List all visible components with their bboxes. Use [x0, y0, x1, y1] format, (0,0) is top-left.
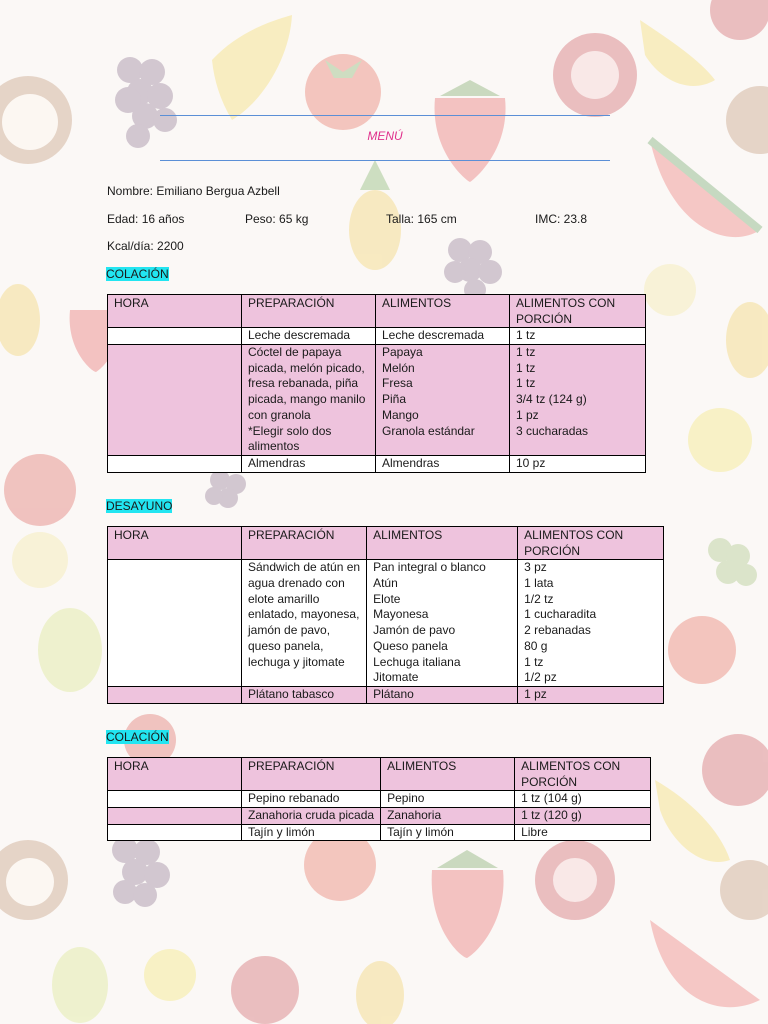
table-row: [108, 345, 646, 456]
header-porcion: ALIMENTOS CON PORCIÓN: [515, 758, 651, 791]
table-row: [108, 791, 651, 808]
alimentos-cell: Almendras: [376, 455, 510, 472]
patient-weight: Peso: 65 kg: [245, 212, 309, 226]
porcion-cell: 1 tz (120 g): [515, 808, 651, 825]
section-title: COLACIÓN: [106, 267, 169, 281]
page-title: MENÚ: [367, 129, 403, 143]
header-preparacion: PREPARACIÓN: [242, 758, 381, 791]
preparacion-cell: Pepino rebanado: [242, 791, 381, 808]
preparacion-cell: Cóctel de papaya picada, melón picado, fresa rebanada, piña picada, mango manilo con granola *Elegir solo dos alimentos: [242, 345, 376, 456]
preparacion-cell: Almendras: [242, 455, 376, 472]
porcion-cell: 1 pz: [518, 686, 664, 703]
patient-bmi: IMC: 23.8: [535, 212, 588, 226]
meal-table: [107, 526, 664, 704]
porcion-cell: 1 tz (104 g): [515, 791, 651, 808]
patient-height: Talla: 165 cm: [386, 212, 457, 226]
preparacion-cell: Plátano tabasco: [242, 686, 367, 703]
preparacion-cell: Leche descremada: [242, 328, 376, 345]
alimentos-cell: Leche descremada: [376, 328, 510, 345]
table-row: [108, 328, 646, 345]
header-porcion: ALIMENTOS CON PORCIÓN: [518, 527, 664, 560]
alimentos-cell: Zanahoria: [381, 808, 515, 825]
meal-table: [107, 294, 646, 473]
table-row: [108, 455, 646, 472]
alimentos-cell: Pan integral o blanco Atún Elote Mayonesa Jamón de pavo Queso panela Lechuga italiana Jitomate: [367, 560, 518, 687]
header-hora: HORA: [108, 758, 242, 791]
porcion-cell: 1 tz 1 tz 1 tz 3/4 tz (124 g) 1 pz 3 cucharadas: [510, 345, 646, 456]
alimentos-cell: Plátano: [367, 686, 518, 703]
preparacion-cell: Tajín y limón: [242, 824, 381, 841]
hora-cell: [108, 686, 242, 703]
porcion-cell: 3 pz 1 lata 1/2 tz 1 cucharadita 2 rebanadas 80 g 1 tz 1/2 pz: [518, 560, 664, 687]
header-hora: HORA: [108, 295, 242, 328]
section-title: COLACIÓN: [106, 730, 169, 744]
hora-cell: [108, 808, 242, 825]
preparacion-cell: Zanahoria cruda picada: [242, 808, 381, 825]
alimentos-cell: Papaya Melón Fresa Piña Mango Granola estándar: [376, 345, 510, 456]
header-porcion: ALIMENTOS CON PORCIÓN: [510, 295, 646, 328]
header-preparacion: PREPARACIÓN: [242, 295, 376, 328]
header-hora: HORA: [108, 527, 242, 560]
patient-name: Nombre: Emiliano Bergua Azbell: [107, 184, 280, 198]
header-alimentos: ALIMENTOS: [367, 527, 518, 560]
table-row: [108, 824, 651, 841]
section-title: DESAYUNO: [106, 499, 173, 513]
table-header-row: [108, 758, 651, 791]
meal-table: [107, 757, 651, 841]
porcion-cell: 10 pz: [510, 455, 646, 472]
porcion-cell: Libre: [515, 824, 651, 841]
table-row: [108, 686, 664, 703]
table-header-row: [108, 527, 664, 560]
table-row: [108, 560, 664, 687]
patient-kcal: Kcal/día: 2200: [107, 239, 184, 253]
hora-cell: [108, 455, 242, 472]
header-preparacion: PREPARACIÓN: [242, 527, 367, 560]
alimentos-cell: Pepino: [381, 791, 515, 808]
hora-cell: [108, 824, 242, 841]
table-row: [108, 808, 651, 825]
title-rule-bottom: [160, 160, 610, 161]
header-alimentos: ALIMENTOS: [376, 295, 510, 328]
title-rule-top: [160, 115, 610, 116]
hora-cell: [108, 328, 242, 345]
hora-cell: [108, 560, 242, 687]
preparacion-cell: Sándwich de atún en agua drenado con elote amarillo enlatado, mayonesa, jamón de pavo, queso panela, lechuga y jitomate: [242, 560, 367, 687]
table-header-row: [108, 295, 646, 328]
header-alimentos: ALIMENTOS: [381, 758, 515, 791]
porcion-cell: 1 tz: [510, 328, 646, 345]
hora-cell: [108, 791, 242, 808]
hora-cell: [108, 345, 242, 456]
alimentos-cell: Tajín y limón: [381, 824, 515, 841]
patient-age: Edad: 16 años: [107, 212, 185, 226]
